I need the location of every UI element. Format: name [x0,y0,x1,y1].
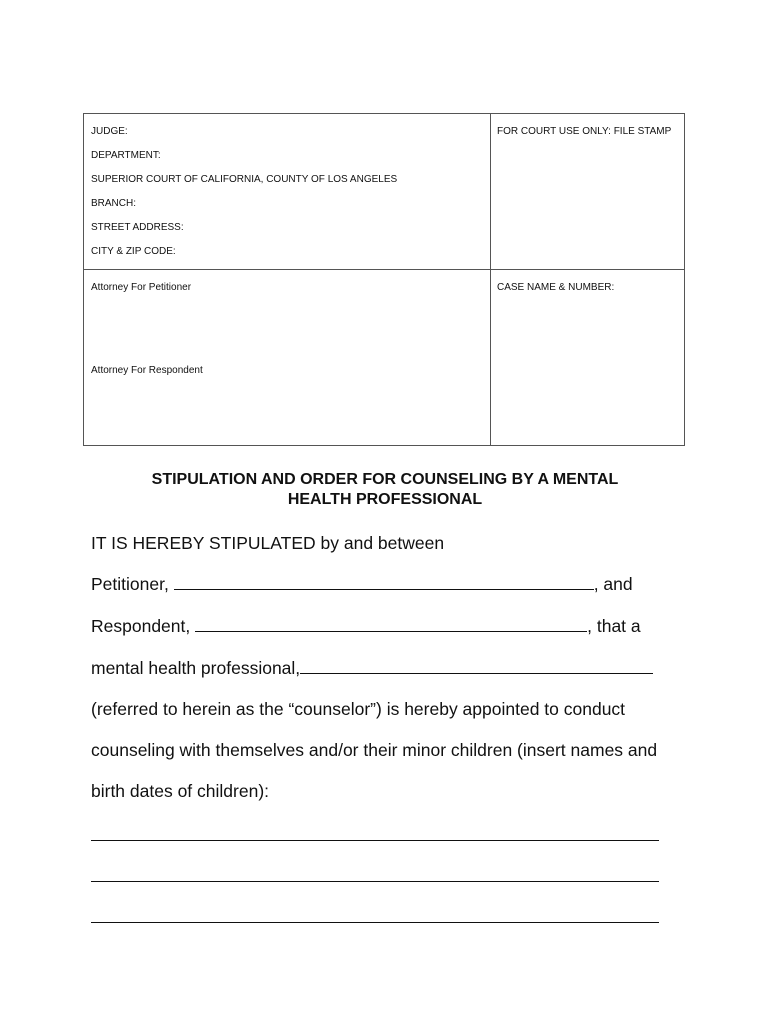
professional-label: mental health professional, [91,658,301,678]
attorney-petitioner-label: Attorney For Petitioner [91,282,192,293]
caption-vertical-divider [490,114,491,445]
form-title-line-2: HEALTH PROFESSIONAL [287,491,483,508]
children-entry-line[interactable] [91,922,659,923]
petitioner-label: Petitioner, [91,574,169,594]
street-address-label: STREET ADDRESS: [91,222,184,233]
children-entry-line[interactable] [91,881,659,882]
caption-box [83,113,685,446]
petitioner-blank[interactable] [174,573,594,590]
court-name: SUPERIOR COURT OF CALIFORNIA, COUNTY OF LOS ANGELES [91,174,398,185]
professional-line [91,657,653,679]
petitioner-suffix: , and [593,574,633,594]
petitioner-line [91,573,633,595]
children-entry-line[interactable] [91,840,659,841]
intro-line: IT IS HEREBY STIPULATED by and between [91,533,445,553]
form-title-line-1: STIPULATION AND ORDER FOR COUNSELING BY A MENTAL [151,471,619,488]
judge-label: JUDGE: [91,126,128,137]
form-title [0,470,770,510]
respondent-suffix: , that a [587,616,641,636]
attorney-respondent-label: Attorney For Respondent [91,365,203,376]
department-label: DEPARTMENT: [91,150,161,161]
city-zip-label: CITY & ZIP CODE: [91,246,176,257]
children-prompt-line: birth dates of children): [91,781,270,801]
professional-blank[interactable] [300,657,653,674]
respondent-line [91,615,641,637]
respondent-label: Respondent, [91,616,191,636]
counseling-scope-line: counseling with themselves and/or their minor children (insert names and [91,740,658,760]
branch-label: BRANCH: [91,198,137,209]
respondent-blank[interactable] [195,615,587,632]
case-name-label: CASE NAME & NUMBER: [497,282,615,293]
file-stamp-label: FOR COURT USE ONLY: FILE STAMP [497,126,672,137]
caption-horizontal-divider [84,269,684,270]
counselor-definition-line: (referred to herein as the “counselor”) is hereby appointed to conduct [91,699,626,719]
